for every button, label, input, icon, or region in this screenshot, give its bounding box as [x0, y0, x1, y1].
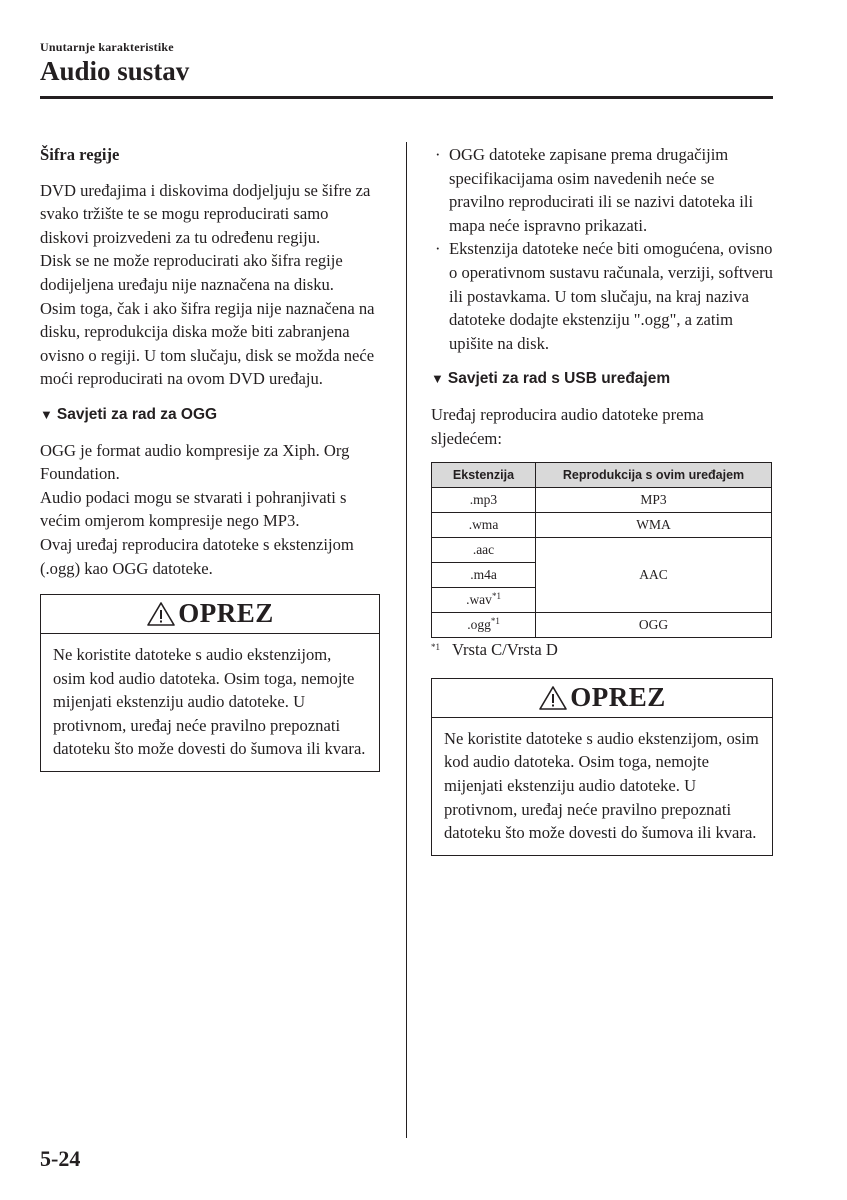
footnote-mark: *1	[431, 642, 440, 653]
caution-box-left	[40, 594, 380, 772]
table-row	[432, 613, 772, 638]
extension-cell: .aac	[432, 538, 536, 563]
column-divider	[406, 142, 407, 1138]
extension-cell	[432, 613, 536, 638]
region-paragraph-2: Disk se ne može reproducirati ako šifra regije dodijeljena uređaju nije naznačena na disku.	[40, 251, 343, 294]
title-rule	[40, 96, 773, 99]
extension-cell: .wma	[432, 513, 536, 538]
extension-cell: .m4a	[432, 563, 536, 588]
list-item-text: Ekstenzija datoteke neće biti omogućena, ovisno o operativnom sustavu računala, verziji, softveru ili postavkama. U tom slučaju, na kraj naziva datoteke dodajte ekstenziju ".ogg", a zatim upišite na disk.	[449, 239, 773, 353]
caution-title: OPREZ	[570, 681, 666, 712]
caution-title: OPREZ	[178, 598, 274, 629]
region-paragraph-1: DVD uređajima i diskovima dodjeljuju se šifre za svako tržište te se mogu reproducirati samo diskovi proizvedeni za tu određenu regiju.	[40, 180, 371, 247]
list-item	[431, 237, 773, 355]
usb-tips-heading-label: Savjeti za rad s USB uređajem	[447, 370, 671, 388]
list-item-text: OGG datoteke zapisane prema drugačijim specifikacijama osim navedenih neće se pravilno reproducirati ili se nazivi datoteka ili mapa neće ispravno prikazati.	[449, 145, 754, 235]
format-cell: MP3	[536, 488, 772, 513]
warning-triangle-icon	[146, 601, 176, 627]
extension-text: .ogg	[467, 617, 491, 633]
extension-table	[431, 462, 772, 638]
bullet-dot: ·	[435, 145, 441, 164]
extension-cell	[432, 588, 536, 613]
left-column	[40, 143, 380, 772]
right-column	[431, 143, 773, 856]
caution-box-right	[431, 678, 773, 856]
table-row	[432, 488, 772, 513]
caution-header	[41, 595, 379, 634]
format-cell: AAC	[536, 538, 772, 613]
list-item	[431, 143, 773, 237]
caution-text: Ne koristite datoteke s audio ekstenzijom, osim kod audio datoteka. Osim toga, nemojte mijenjati ekstenziju audio datoteke. U protivnom, uređaj neće pravilno prepoznati datoteku što može dovesti do šumova ili kvara.	[444, 728, 759, 843]
format-cell: OGG	[536, 613, 772, 638]
footnote-ref: *1	[490, 616, 500, 627]
usb-tips-heading	[431, 367, 773, 391]
page-title: Audio sustav	[40, 56, 190, 86]
column-header-playback: Reprodukcija s ovim uređajem	[536, 463, 772, 488]
caution-text: Ne koristite datoteke s audio ekstenzijom, osim kod audio datoteka. Osim toga, nemojte mijenjati ekstenziju audio datoteke. U protivnom, uređaj neće pravilno prepoznati datoteku što može dovesti do šumova ili kvara.	[53, 645, 366, 759]
extension-cell: .mp3	[432, 488, 536, 513]
ogg-paragraph-1: OGG je format audio kompresije za Xiph. Org Foundation.	[40, 440, 350, 484]
triangle-down-icon: ▼	[40, 406, 53, 422]
extension-text: .wav	[466, 592, 492, 608]
ogg-paragraph-3: Ovaj uređaj reproducira datoteke s ekstenzijom (.ogg) kao OGG datoteke.	[40, 534, 354, 578]
ogg-tips-heading	[40, 403, 380, 427]
region-code-heading: Šifra regije	[40, 145, 120, 164]
ogg-notes-list	[431, 143, 773, 355]
table-header-row	[432, 463, 772, 488]
footnote	[431, 638, 773, 662]
region-paragraph-3: Osim toga, čak i ako šifra regija nije naznačena na disku, reprodukcija diska može biti zabranjena ovisno o regiji. U tom slučaju, disk se možda neće moći reproducirati na ovom DVD uređaju.	[40, 298, 375, 389]
section-label: Unutarnje karakteristike	[40, 40, 174, 54]
warning-triangle-icon	[538, 685, 568, 711]
footnote-text: Vrsta C/Vrsta D	[452, 640, 558, 660]
footnote-ref: *1	[491, 591, 501, 602]
table-row	[432, 513, 772, 538]
usb-intro: Uređaj reproducira audio datoteke prema sljedećem:	[431, 404, 704, 448]
triangle-down-icon: ▼	[431, 371, 444, 387]
ogg-tips-heading-label: Savjeti za rad za OGG	[56, 405, 218, 423]
column-header-extension: Ekstenzija	[432, 463, 536, 488]
caution-header	[432, 679, 772, 718]
format-cell: WMA	[536, 513, 772, 538]
page-number: 5-24	[40, 1146, 81, 1171]
bullet-dot: ·	[435, 239, 441, 259]
ogg-paragraph-2: Audio podaci mogu se stvarati i pohranjivati s većim omjerom kompresije nego MP3.	[40, 487, 347, 531]
table-row	[432, 538, 772, 563]
